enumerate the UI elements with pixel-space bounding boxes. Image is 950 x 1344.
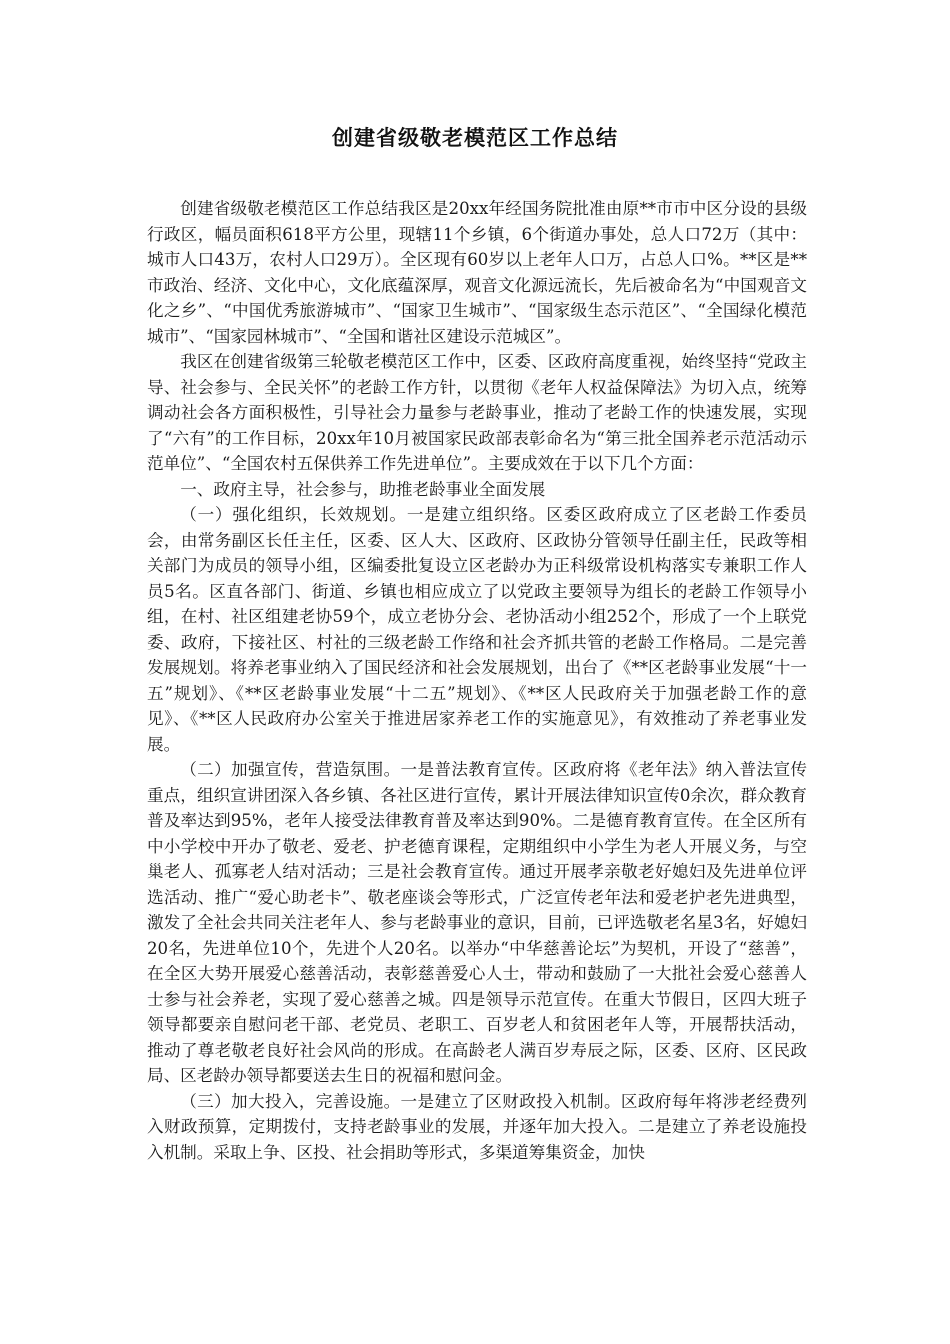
paragraph-overview: 我区在创建省级第三轮敬老模范区工作中，区委、区政府高度重视，始终坚持“党政主导、社会参与、全民关怀”的老龄工作方针，以贯彻《老年人权益保障法》为切入点，统筹调动社会各方面积极性，引导社会力量参与老龄事业，推动了老龄工作的快速发展，实现了“六有”的工作目标，20xx年10月被国家民政部表彰命名为“第三批全国养老示范活动示范单位”、“全国农村五保供养工作先进单位”。主要成效在于以下几个方面：	[147, 352, 807, 473]
paragraph-investment: （三）加大投入，完善设施。一是建立了区财政投入机制。区政府每年将涉老经费列入财政预算，定期拨付，支持老龄事业的发展，并逐年加大投入。二是建立了养老设施投入机制。采取上争、区投、社会捐助等形式，多渠道筹集资金，加快	[147, 1091, 807, 1162]
paragraph-intro: 创建省级敬老模范区工作总结我区是20xx年经国务院批准由原**市市中区分设的县级行政区，幅员面积618平方公里，现辖11个乡镇，6个街道办事处，总人口72万（其中：城市人口43万，农村人口29万）。全区现有60岁以上老年人口万，占总人口%。**区是**市政治、经济、文化中心，文化底蕴深厚，观音文化源远流长，先后被命名为“中国观音文化之乡”、“中国优秀旅游城市”、“国家卫生城市”、“国家级生态示范区”、“全国绿化模范城市”、“国家园林城市”、“全国和谐社区建设示范城区”。	[147, 199, 807, 346]
section-heading-1: 一、政府主导，社会参与，助推老龄事业全面发展	[180, 479, 546, 499]
paragraph-organization: （一）强化组织，长效规划。一是建立组织络。区委区政府成立了区老龄工作委员会，由常务副区长任主任，区委、区人大、区政府、区政协分管领导任副主任，民政等相关部门为成员的领导小组，区编委批复设立区老龄办为正科级常设机构落实专兼职工作人员5名。区直各部门、街道、乡镇也相应成立了以党政主要领导为组长的老龄工作领导小组，在村、社区组建老协59个，成立老协分会、老协活动小组252个，形成了一个上联党委、政府，下接社区、村社的三级老龄工作络和社会齐抓共管的老龄工作格局。二是完善发展规划。将养老事业纳入了国民经济和社会发展规划，出台了《**区老龄事业发展“十一五”规划》、《**区老龄事业发展“十二五”规划》、《**区人民政府关于加强老龄工作的意见》、《**区人民政府办公室关于推进居家养老工作的实施意见》，有效推动了养老事业发展。	[147, 505, 807, 754]
paragraph-publicity: （二）加强宣传，营造氛围。一是普法教育宣传。区政府将《老年法》纳入普法宣传重点，组织宣讲团深入各乡镇、各社区进行宣传，累计开展法律知识宣传0余次，群众教育普及率达到95%，老年人接受法律教育普及率达到90%。二是德育教育宣传。在全区所有中小学校中开办了敬老、爱老、护老德育课程，定期组织中小学生为老人开展义务，与空巢老人、孤寡老人结对活动；三是社会教育宣传。通过开展孝亲敬老好媳妇及先进单位评选活动、推广“爱心助老卡”、敬老座谈会等形式，广泛宣传老年法和爱老护老先进典型，激发了全社会共同关注老年人、参与老龄事业的意识，目前，已评选敬老名星3名，好媳妇20名，先进单位10个，先进个人20名。以举办“中华慈善论坛”为契机，开设了“慈善”，在全区大势开展爱心慈善活动，表彰慈善爱心人士，带动和鼓励了一大批社会爱心慈善人士参与社会养老，实现了爱心慈善之城。四是领导示范宣传。在重大节假日，区四大班子领导都要亲自慰问老干部、老党员、老职工、百岁老人和贫困老年人等，开展帮扶活动，推动了尊老敬老良好社会风尚的形成。在高龄老人满百岁寿辰之际，区委、区府、区民政局、区老龄办领导都要送去生日的祝福和慰问金。	[147, 760, 807, 1085]
document-title: 创建省级敬老模范区工作总结	[332, 126, 618, 150]
document-body	[147, 196, 807, 1165]
